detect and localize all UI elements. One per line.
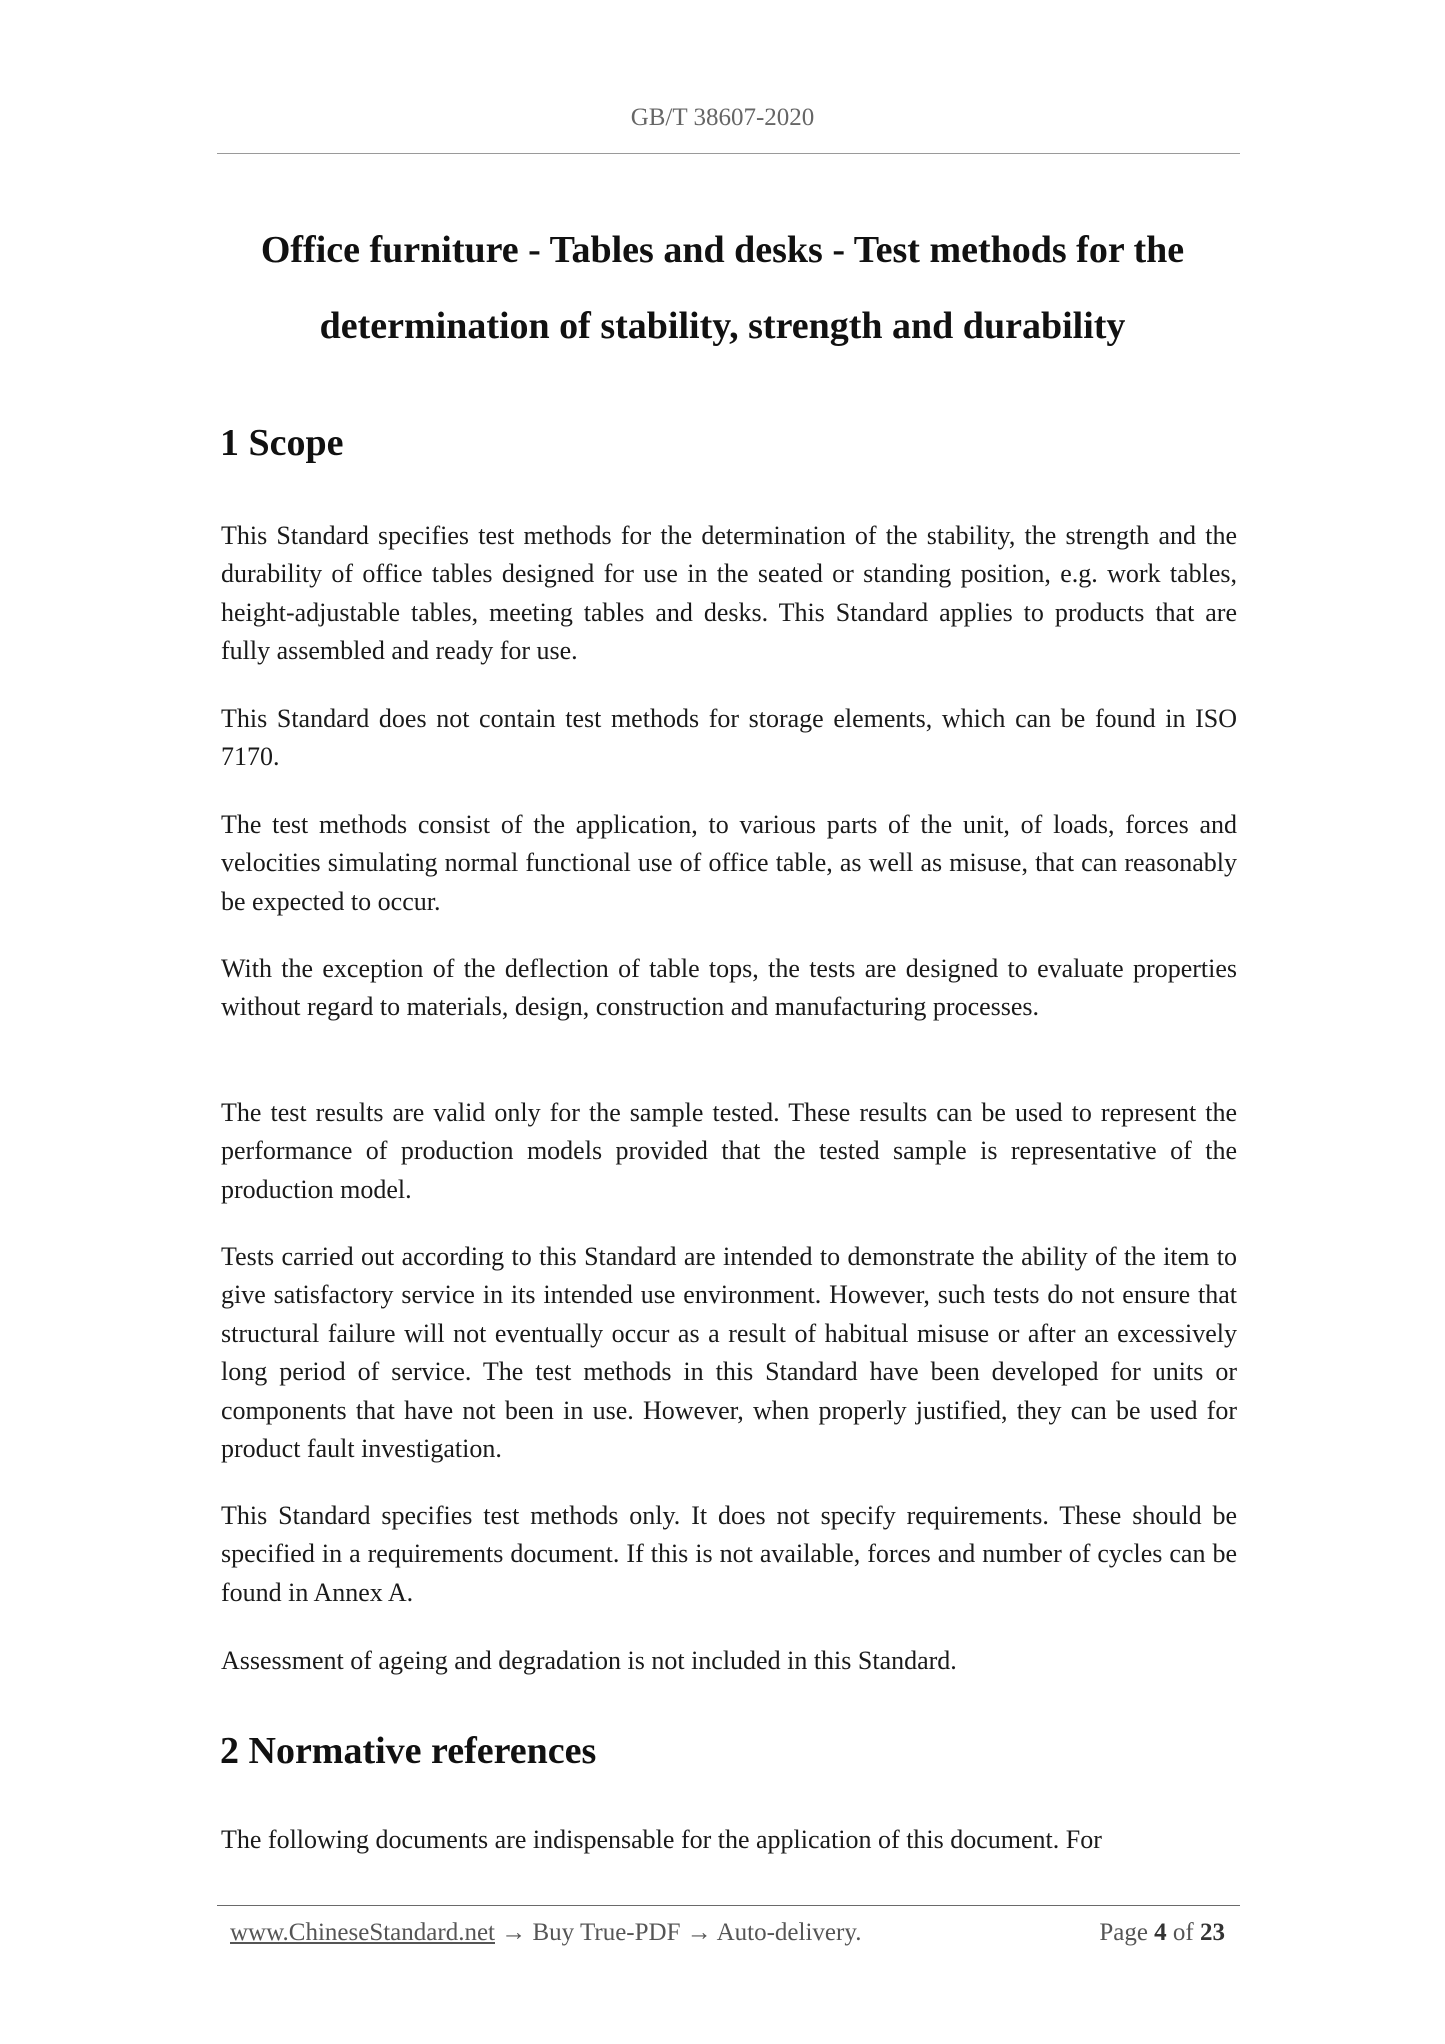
footer-promo	[230, 1915, 861, 1951]
normative-paragraph: The following documents are indispensable for the application of this document. For	[221, 1825, 1102, 1854]
page-number	[1099, 1915, 1225, 1951]
scope-paragraph: This Standard specifies test methods only. It does not specify requirements. These should be specified in a requirements document. If this is not available, forces and number of cycles can be found in Annex A.	[221, 1501, 1237, 1607]
footer-site-link[interactable]: www.ChineseStandard.net	[230, 1919, 495, 1946]
page-current: 4	[1154, 1919, 1167, 1946]
scope-paragraph: With the exception of the deflection of table tops, the tests are designed to evaluate properties without regard to materials, design, construction and manufacturing processes.	[221, 954, 1237, 1022]
page-footer	[230, 1915, 1225, 1951]
page-of-label: of	[1172, 1919, 1194, 1946]
document-title-line-1: Office furniture - Tables and desks - Test methods for the	[260, 229, 1185, 271]
page-total: 23	[1200, 1919, 1225, 1946]
scope-paragraph: The test methods consist of the application, to various parts of the unit, of loads, forces and velocities simulating normal functional use of office table, as well as misuse, that can reasonably be expected to occur.	[221, 810, 1237, 916]
scope-paragraph: Assessment of ageing and degradation is not included in this Standard.	[221, 1646, 957, 1675]
page-label: Page	[1099, 1919, 1148, 1946]
running-header-code: GB/T 38607-2020	[630, 104, 815, 131]
section-heading-scope: 1 Scope	[220, 422, 344, 464]
section-heading-normative-references: 2 Normative references	[220, 1730, 597, 1772]
arrow-right-icon: →	[686, 1919, 712, 1946]
footer-divider	[217, 1905, 1240, 1906]
document-title-line-2: determination of stability, strength and durability	[319, 305, 1126, 347]
scope-paragraph: The test results are valid only for the sample tested. These results can be used to represent the performance of production models provided that the tested sample is representative of the production model.	[221, 1098, 1237, 1204]
arrow-right-icon: →	[501, 1919, 527, 1946]
footer-buy-text: Buy True-PDF	[532, 1919, 681, 1946]
footer-delivery-text: Auto-delivery.	[716, 1919, 862, 1946]
scope-paragraph: This Standard specifies test methods for the determination of the stability, the strength and the durability of office tables designed for use in the seated or standing position, e.g. work tables, height-adjustable tables, meeting tables and desks. This Standard applies to products that are fully assembled and ready for use.	[221, 521, 1237, 666]
scope-paragraph: This Standard does not contain test methods for storage elements, which can be found in ISO 7170.	[221, 704, 1237, 772]
header-divider	[217, 153, 1240, 154]
scope-paragraph: Tests carried out according to this Standard are intended to demonstrate the ability of the item to give satisfactory service in its intended use environment. However, such tests do not ensure that structural failure will not eventually occur as a result of habitual misuse or after an excessively long period of service. The test methods in this Standard have been developed for units or components that have not been in use. However, when properly justified, they can be used for product fault investigation.	[221, 1242, 1237, 1464]
document-title	[190, 212, 1255, 364]
